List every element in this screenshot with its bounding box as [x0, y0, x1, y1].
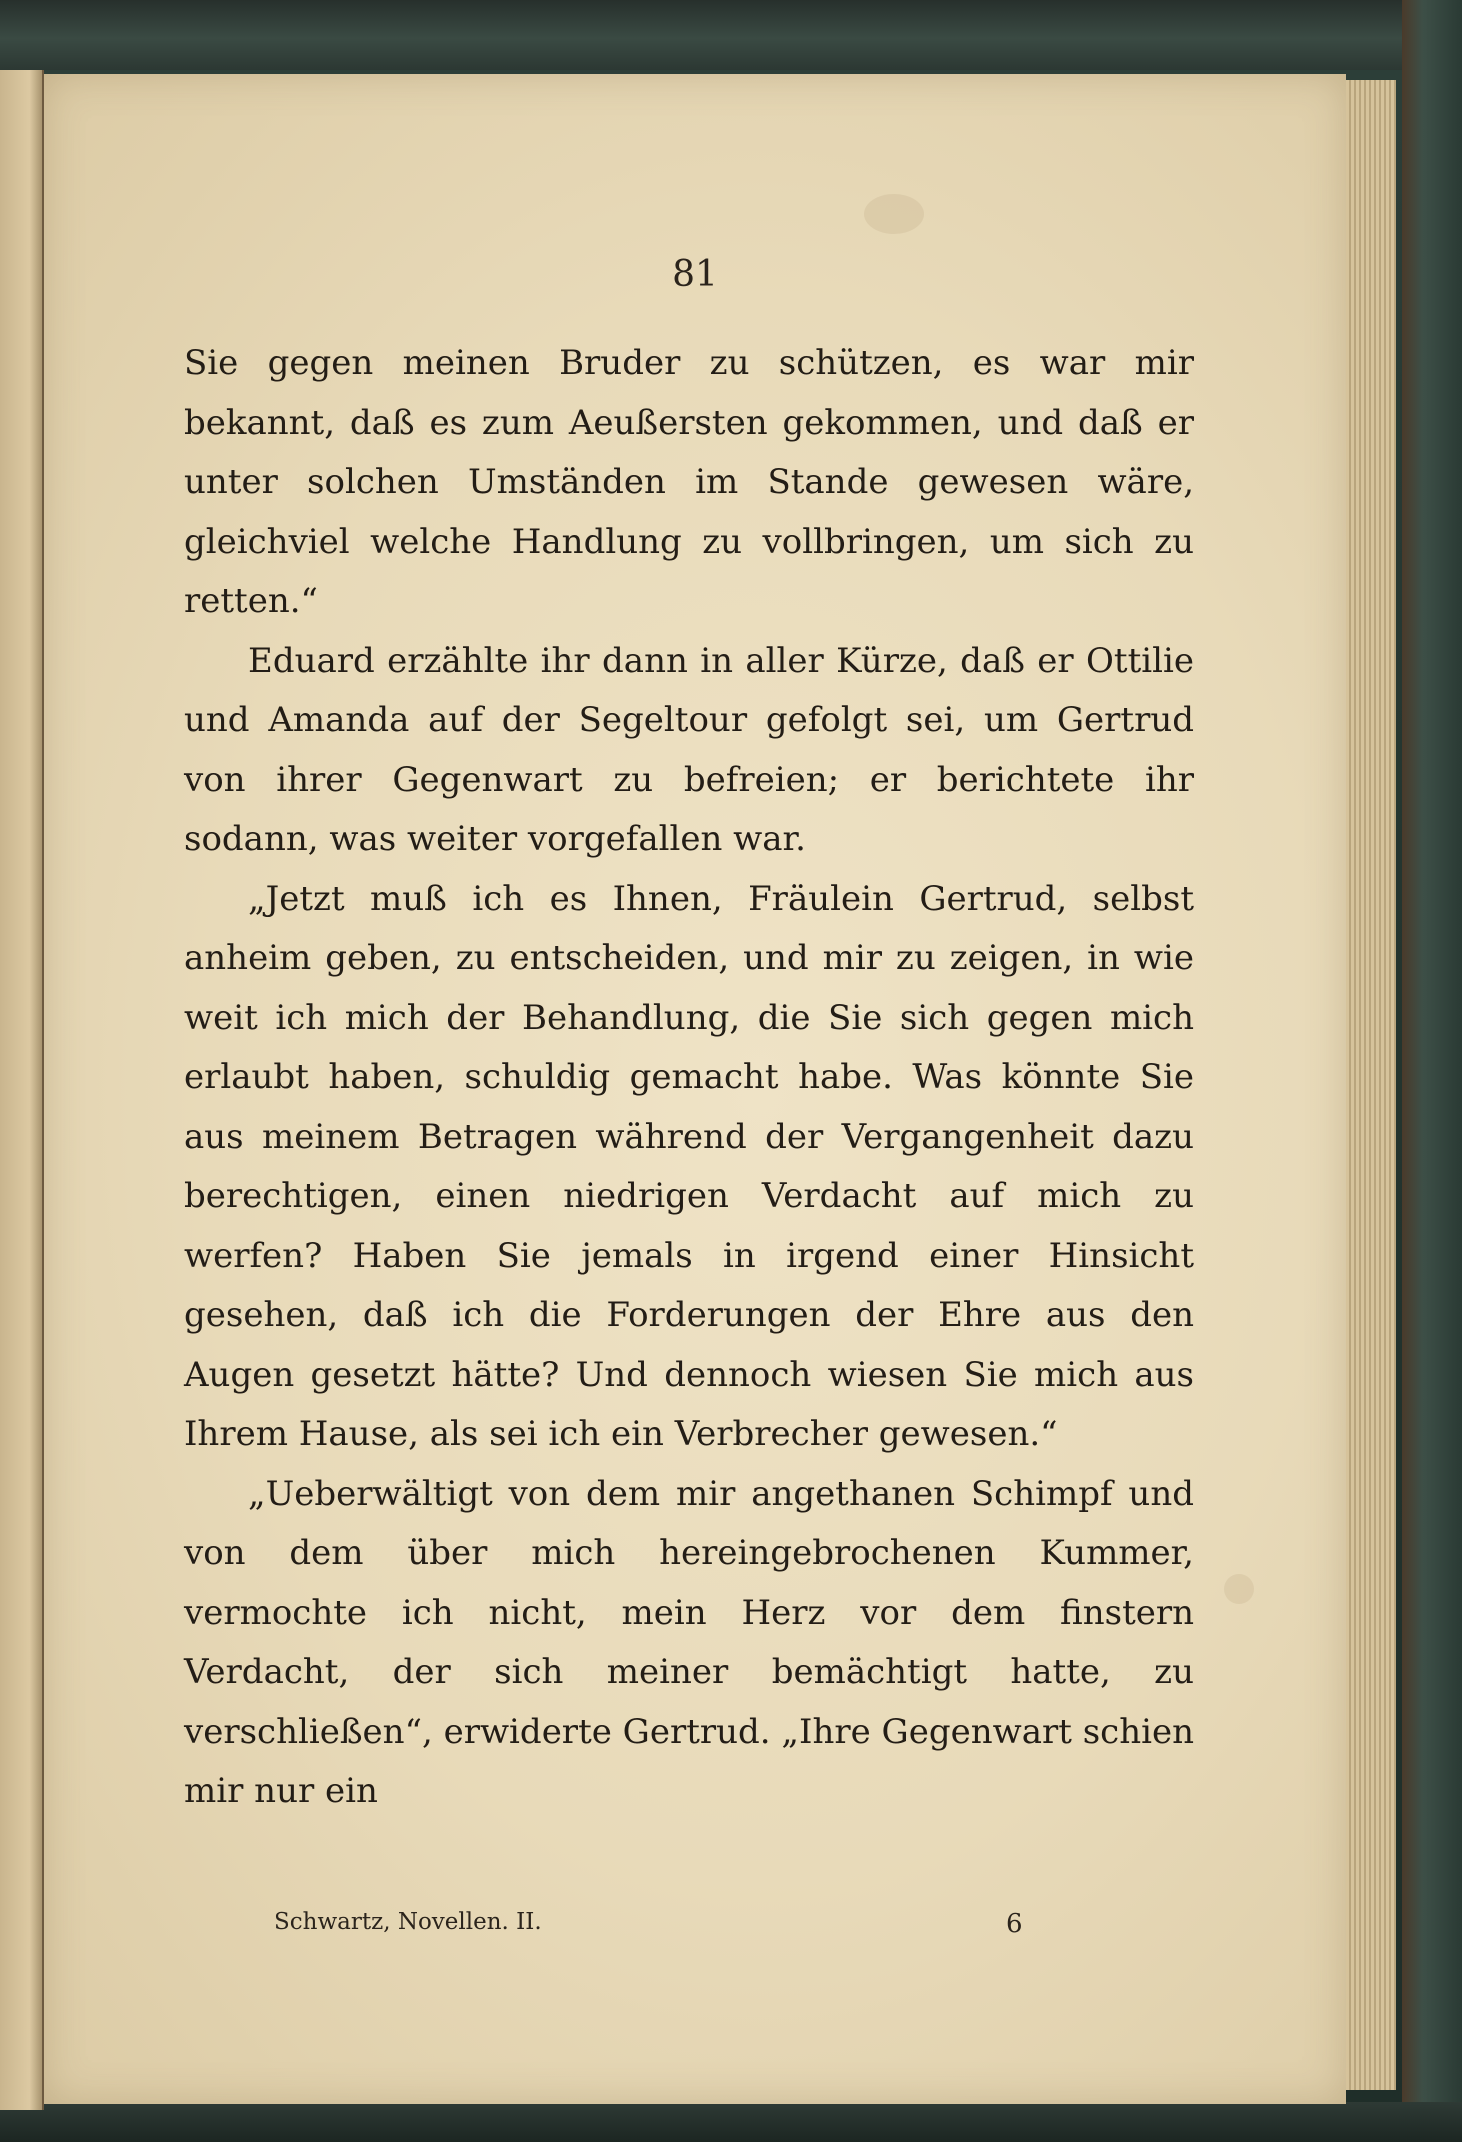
page-footer: [274, 1909, 1154, 1939]
book-cover-top-edge: [0, 0, 1462, 70]
paper-stain: [1224, 1574, 1254, 1604]
page-stack-edges: [1345, 80, 1396, 2090]
paper-stain: [864, 194, 924, 234]
paragraph: Sie gegen meinen Bruder zu schützen, es war mir bekannt, daß es zum Aeußersten gekommen, und daß er unter solchen Umständen im Stande gewesen wäre, gleichviel welche Handlung zu vollbringen, um sich zu retten.“: [184, 343, 1194, 621]
paragraph: Eduard erzählte ihr dann in aller Kürze, daß er Ottilie und Amanda auf der Segeltour gefolgt sei, um Gertrud von ihrer Gegenwart zu befreien; er berichtete ihr sodann, was weiter vorgefallen war.: [184, 640, 1194, 859]
facing-page-edge: [0, 70, 44, 2110]
book-page: [44, 74, 1346, 2104]
page-text: [184, 334, 1194, 1822]
signature-mark: 6: [1006, 1909, 1023, 1939]
paragraph: „Jetzt muß ich es Ihnen, Fräulein Gertrud, selbst anheim geben, zu entscheiden, und mir zu zeigen, in wie weit ich mich der Behandlung, die Sie sich gegen mich erlaubt haben, schuldig gemacht habe. Was könnte Sie aus meinem Betragen während der Vergangenheit dazu berechtigen, einen niedrigen Verdacht auf mich zu werfen? Haben Sie jemals in irgend einer Hinsicht gesehen, daß ich die Forderungen der Ehre aus den Augen gesetzt hätte? Und dennoch wiesen Sie mich aus Ihrem Hause, als sei ich ein Verbrecher gewesen.“: [184, 878, 1194, 1454]
paragraph: „Ueberwältigt von dem mir angethanen Schimpf und von dem über mich hereingebrochenen Kummer, vermochte ich nicht, mein Herz vor dem finstern Verdacht, der sich meiner bemächtigt hatte, zu verschließen“, erwiderte Gertrud. „Ihre Gegenwart schien mir nur ein: [184, 1473, 1194, 1811]
page-number: 81: [672, 254, 718, 295]
book-cover-bottom-edge: [0, 2102, 1462, 2142]
book-cover-right-edge: [1402, 0, 1462, 2142]
footer-title: Schwartz, Novellen. II.: [274, 1909, 542, 1935]
